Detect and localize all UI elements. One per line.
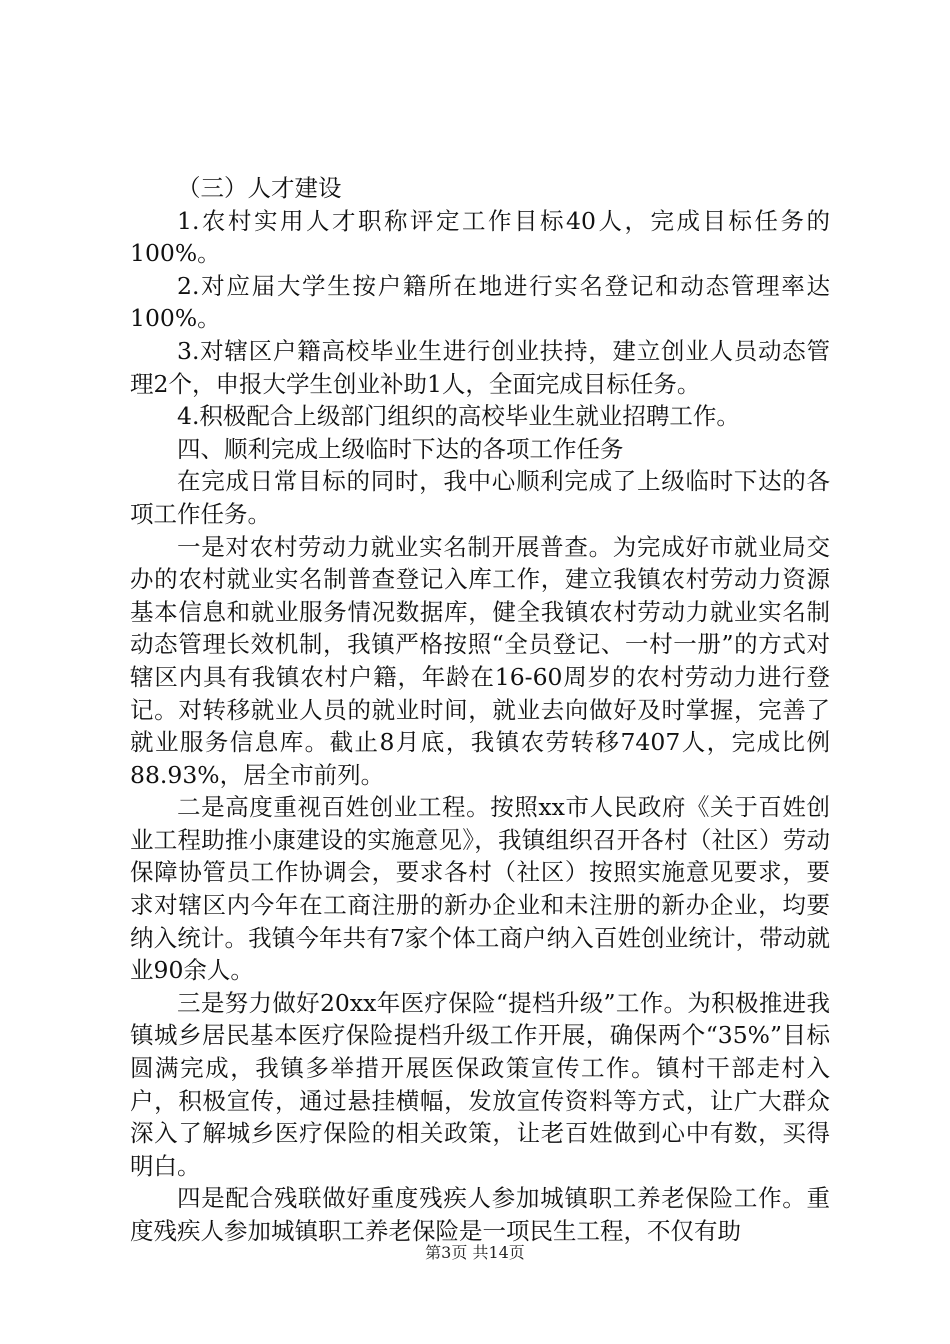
paragraph-medical-insurance: 三是努力做好20xx年医疗保险“提档升级”工作。为积极推进我镇城乡居民基本医疗保险提档升级工作开展，确保两个“35%”目标圆满完成，我镇多举措开展医保政策宣传工作。镇村干部走村入户，积极宣传，通过悬挂横幅，发放宣传资料等方式，让广大群众深入了解城乡医疗保险的相关政策，让老百姓做到心中有数，买得明白。: [130, 988, 830, 1180]
paragraph-entrepreneurship: 二是高度重视百姓创业工程。按照xx市人民政府《关于百姓创业工程助推小康建设的实施意见》，我镇组织召开各村（社区）劳动保障协管员工作协调会，要求各村（社区）按照实施意见要求，要求对辖区内今年在工商注册的新办企业和未注册的新办企业，均要纳入统计。我镇今年共有7家个体工商户纳入百姓创业统计，带动就业90余人。: [130, 793, 830, 985]
paragraph-disability-pension: 四是配合残联做好重度残疾人参加城镇职工养老保险工作。重度残疾人参加城镇职工养老保险是一项民生工程，不仅有助: [130, 1184, 830, 1245]
paragraph-item-3: 3.对辖区户籍高校毕业生进行创业扶持，建立创业人员动态管理2个，申报大学生创业补助1人，全面完成目标任务。: [130, 336, 830, 398]
paragraph-labor-census: 一是对农村劳动力就业实名制开展普查。为完成好市就业局交办的农村就业实名制普查登记入库工作，建立我镇农村劳动力资源基本信息和就业服务情况数据库，健全我镇农村劳动力就业实名制动态管理长效机制，我镇严格按照“全员登记、一村一册”的方式对辖区内具有我镇农村户籍，年龄在16-60周岁的农村劳动力进行登记。对转移就业人员的就业时间，就业去向做好及时掌握，完善了就业服务信息库。截止8月底，我镇农劳转移7407人，完成比例88.93%，居全市前列。: [130, 532, 830, 789]
paragraph-item-4: 4.积极配合上级部门组织的高校毕业生就业招聘工作。: [177, 402, 740, 431]
paragraph-item-2: 2.对应届大学生按户籍所在地进行实名登记和动态管理率达100%。: [130, 271, 830, 333]
paragraph-intro: 在完成日常目标的同时，我中心顺利完成了上级临时下达的各项工作任务。: [130, 467, 830, 528]
section-heading-talent: （三）人才建设: [177, 174, 342, 202]
document-body: [130, 172, 830, 1248]
page-number-footer: 第3页 共14页: [425, 1243, 525, 1262]
section-heading-temporary-tasks: 四、顺利完成上级临时下达的各项工作任务: [177, 434, 624, 463]
paragraph-item-1: 1.农村实用人才职称评定工作目标40人，完成目标任务的100%。: [130, 206, 830, 268]
